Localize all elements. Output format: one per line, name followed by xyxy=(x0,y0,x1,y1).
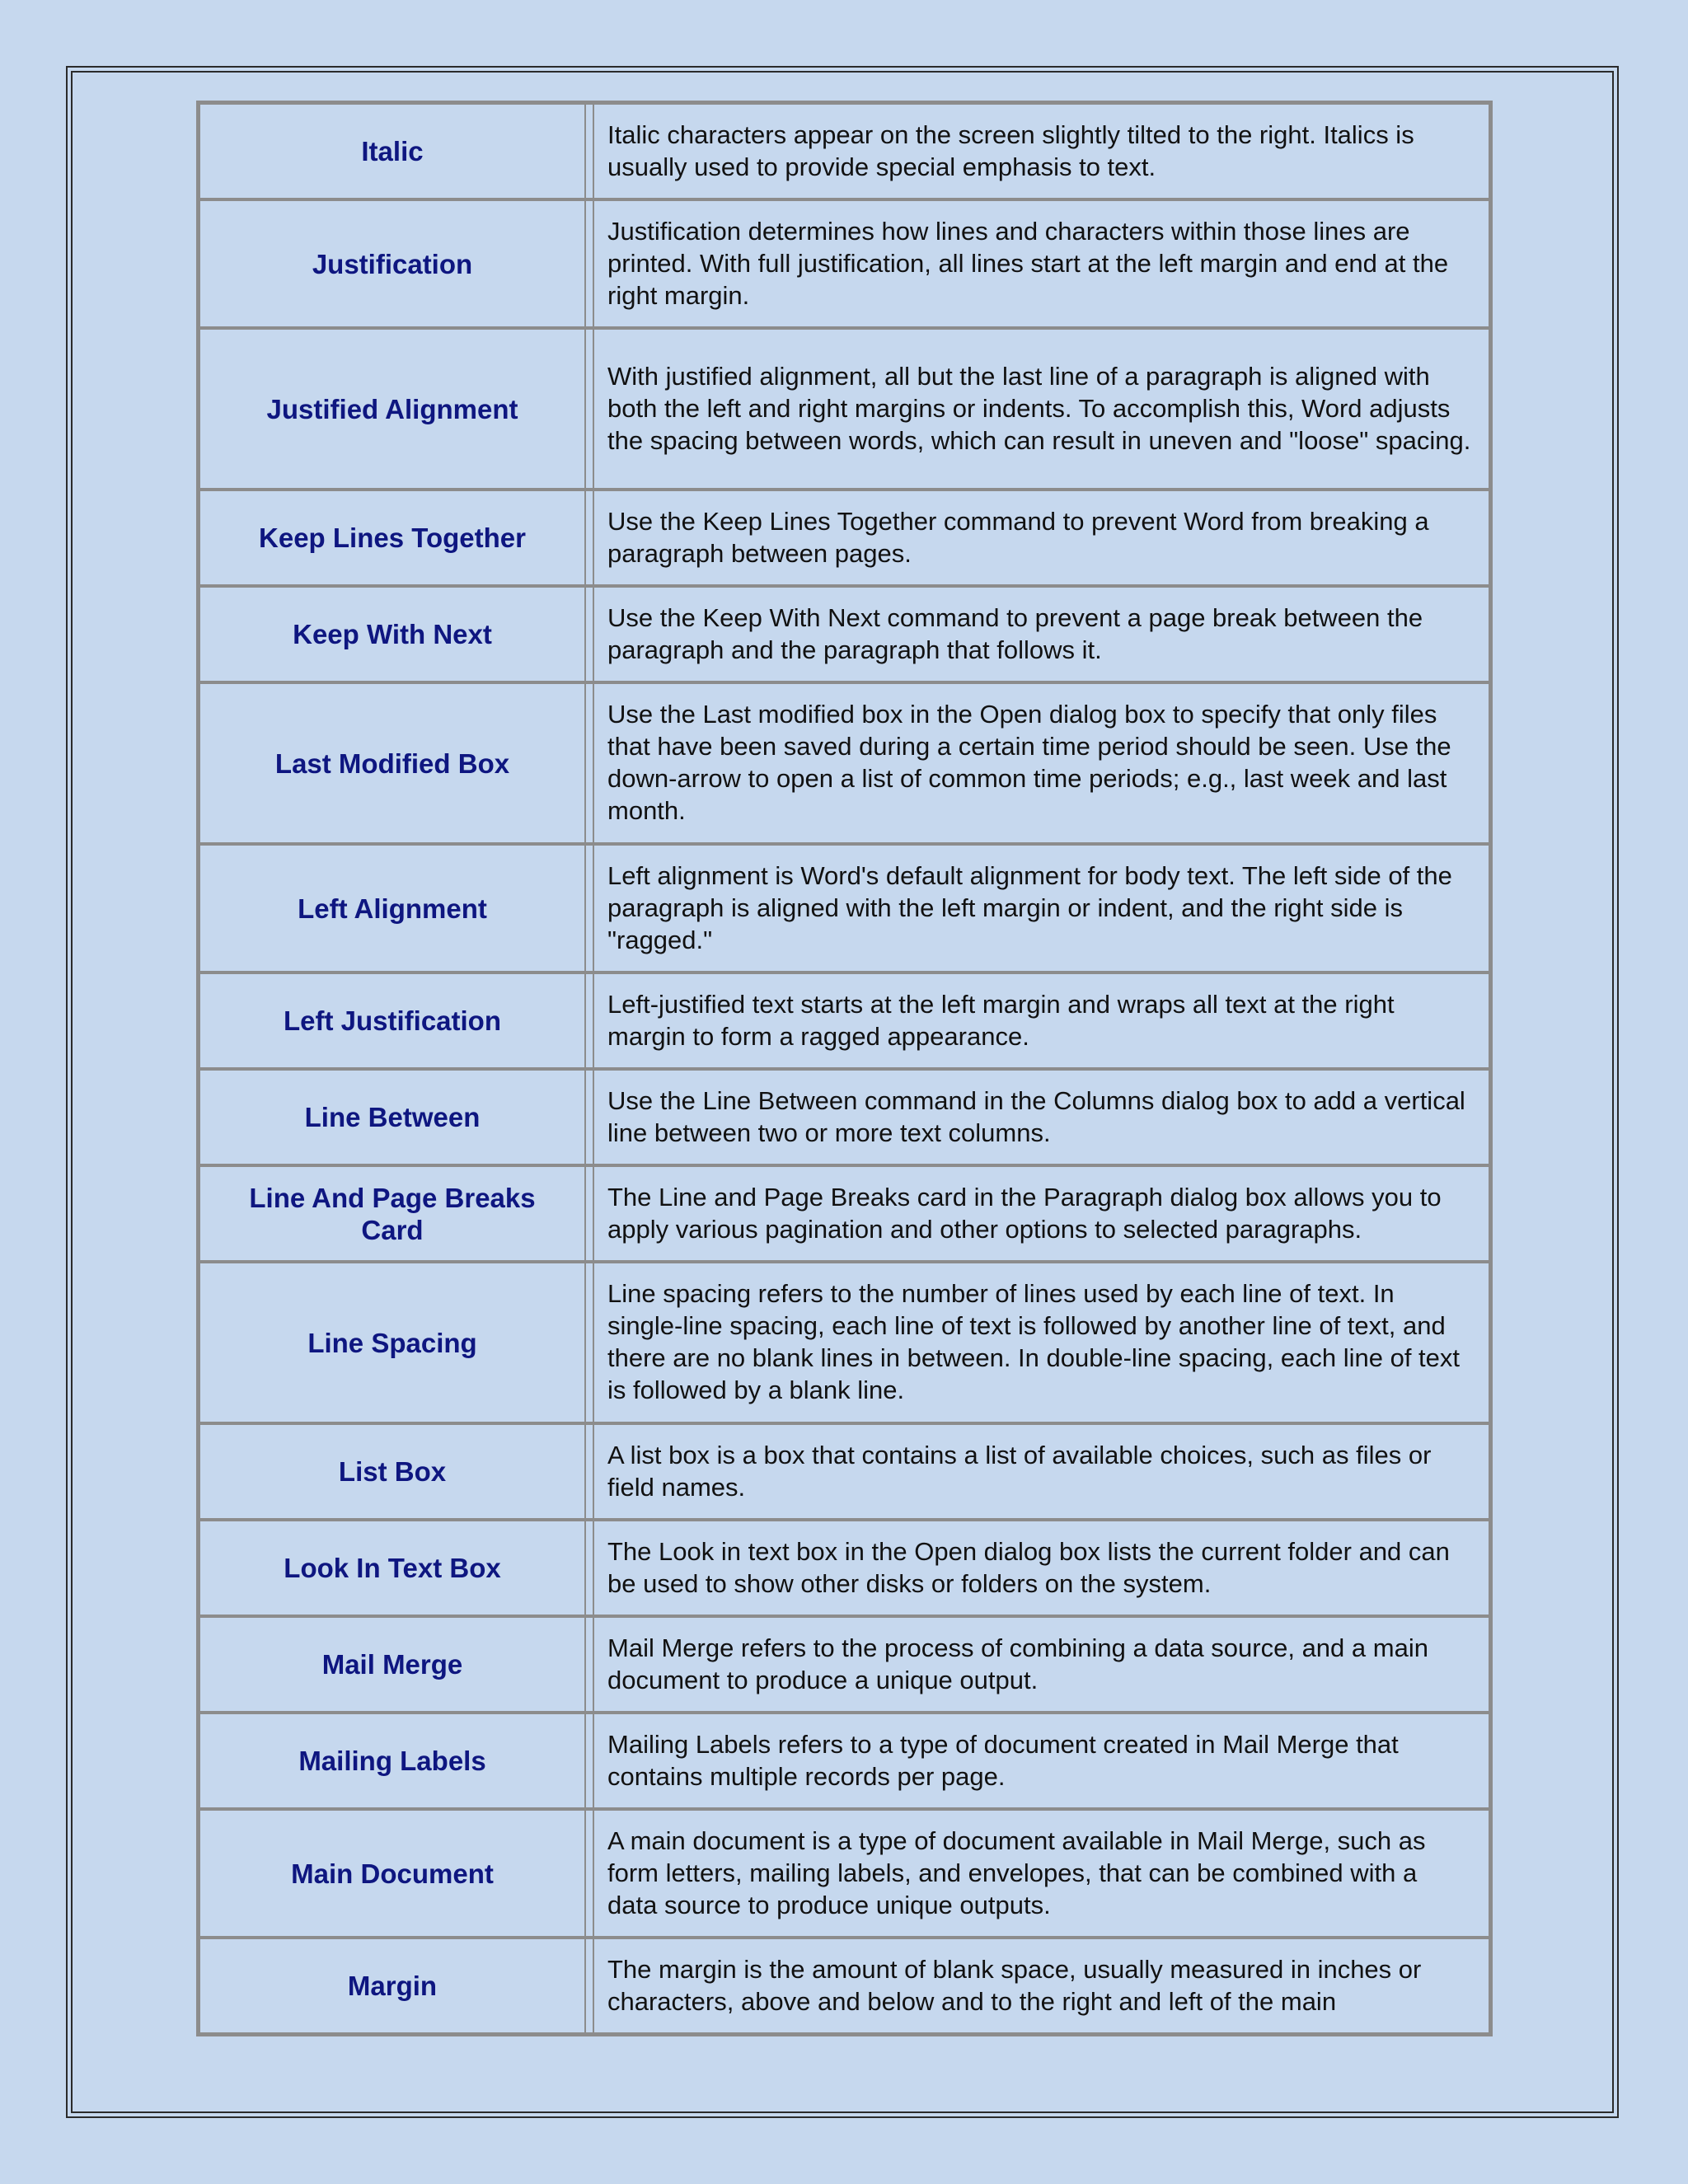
glossary-definition: Italic characters appear on the screen slightly tilted to the right. Italics is usually used to provide special emphasis to text. xyxy=(593,103,1490,199)
table-row xyxy=(199,844,1490,972)
glossary-table-body xyxy=(199,103,1490,2034)
column-divider xyxy=(586,586,593,682)
glossary-term: Look In Text Box xyxy=(199,1520,586,1616)
glossary-table xyxy=(196,101,1493,2036)
column-divider xyxy=(586,1165,593,1262)
table-row xyxy=(199,103,1490,199)
glossary-definition: Left alignment is Word's default alignment for body text. The left side of the paragraph is aligned with the left margin or indent, and the right side is "ragged." xyxy=(593,844,1490,972)
glossary-term: Margin xyxy=(199,1938,586,2034)
glossary-term: Italic xyxy=(199,103,586,199)
glossary-term: Main Document xyxy=(199,1809,586,1938)
glossary-term: Keep Lines Together xyxy=(199,490,586,586)
glossary-definition: Left-justified text starts at the left margin and wraps all text at the right margin to form a ragged appearance. xyxy=(593,972,1490,1069)
table-row xyxy=(199,1165,1490,1262)
glossary-term: Keep With Next xyxy=(199,586,586,682)
glossary-definition: Mail Merge refers to the process of combining a data source, and a main document to produce a unique output. xyxy=(593,1616,1490,1713)
glossary-definition: Use the Keep With Next command to prevent a page break between the paragraph and the paragraph that follows it. xyxy=(593,586,1490,682)
table-row xyxy=(199,490,1490,586)
table-row xyxy=(199,199,1490,328)
glossary-definition: A main document is a type of document available in Mail Merge, such as form letters, mailing labels, and envelopes, that can be combined with a data source to produce unique outputs. xyxy=(593,1809,1490,1938)
glossary-definition: The margin is the amount of blank space, usually measured in inches or characters, above and below and to the right and left of the main xyxy=(593,1938,1490,2034)
glossary-definition: Line spacing refers to the number of lines used by each line of text. In single-line spacing, each line of text is followed by another line of text, and there are no blank lines in between. In double-line spacing, each line of text is followed by a blank line. xyxy=(593,1262,1490,1423)
column-divider xyxy=(586,972,593,1069)
column-divider xyxy=(586,1616,593,1713)
glossary-definition: Use the Keep Lines Together command to prevent Word from breaking a paragraph between pages. xyxy=(593,490,1490,586)
table-row xyxy=(199,586,1490,682)
table-row xyxy=(199,1262,1490,1423)
table-row xyxy=(199,328,1490,490)
glossary-term: Mail Merge xyxy=(199,1616,586,1713)
table-row xyxy=(199,682,1490,844)
table-row xyxy=(199,1938,1490,2034)
glossary-definition: The Line and Page Breaks card in the Paragraph dialog box allows you to apply various pagination and other options to selected paragraphs. xyxy=(593,1165,1490,1262)
table-row xyxy=(199,1423,1490,1520)
glossary-term: Last Modified Box xyxy=(199,682,586,844)
glossary-term: Mailing Labels xyxy=(199,1713,586,1809)
column-divider xyxy=(586,1520,593,1616)
column-divider xyxy=(586,1713,593,1809)
table-row xyxy=(199,1520,1490,1616)
column-divider xyxy=(586,1809,593,1938)
column-divider xyxy=(586,682,593,844)
column-divider xyxy=(586,1938,593,2034)
column-divider xyxy=(586,328,593,490)
glossary-term: Left Alignment xyxy=(199,844,586,972)
glossary-definition: The Look in text box in the Open dialog box lists the current folder and can be used to show other disks or folders on the system. xyxy=(593,1520,1490,1616)
glossary-term: List Box xyxy=(199,1423,586,1520)
glossary-term: Justified Alignment xyxy=(199,328,586,490)
glossary-term: Line Spacing xyxy=(199,1262,586,1423)
table-row xyxy=(199,1809,1490,1938)
glossary-definition: Use the Last modified box in the Open dialog box to specify that only files that have been saved during a certain time period should be seen. Use the down-arrow to open a list of common time periods; e.g., last week and last month. xyxy=(593,682,1490,844)
glossary-term: Justification xyxy=(199,199,586,328)
glossary-definition: Use the Line Between command in the Columns dialog box to add a vertical line between two or more text columns. xyxy=(593,1069,1490,1165)
column-divider xyxy=(586,1423,593,1520)
glossary-term: Line Between xyxy=(199,1069,586,1165)
column-divider xyxy=(586,1069,593,1165)
column-divider xyxy=(586,844,593,972)
column-divider xyxy=(586,1262,593,1423)
glossary-term: Line And Page Breaks Card xyxy=(199,1165,586,1262)
glossary-definition: A list box is a box that contains a list of available choices, such as files or field names. xyxy=(593,1423,1490,1520)
table-row xyxy=(199,1713,1490,1809)
glossary-definition: With justified alignment, all but the last line of a paragraph is aligned with both the left and right margins or indents. To accomplish this, Word adjusts the spacing between words, which can result in uneven and "loose" spacing. xyxy=(593,328,1490,490)
table-row xyxy=(199,972,1490,1069)
column-divider xyxy=(586,199,593,328)
glossary-definition: Mailing Labels refers to a type of document created in Mail Merge that contains multiple records per page. xyxy=(593,1713,1490,1809)
glossary-term: Left Justification xyxy=(199,972,586,1069)
table-row xyxy=(199,1069,1490,1165)
column-divider xyxy=(586,490,593,586)
table-row xyxy=(199,1616,1490,1713)
column-divider xyxy=(586,103,593,199)
glossary-definition: Justification determines how lines and characters within those lines are printed. With full justification, all lines start at the left margin and end at the right margin. xyxy=(593,199,1490,328)
